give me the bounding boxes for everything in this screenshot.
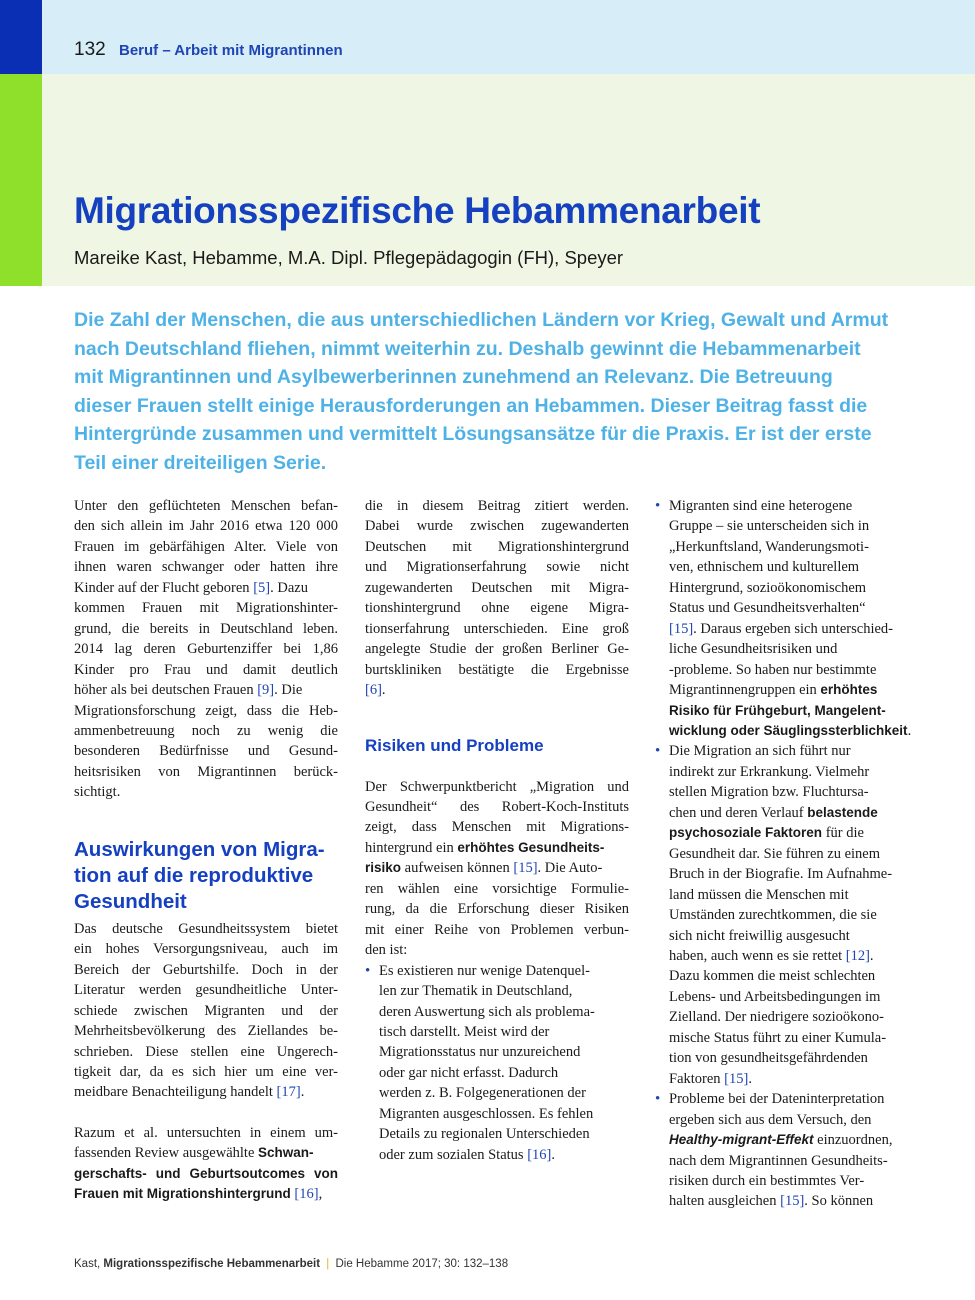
text-line: Mehrheitsbevölkerung des Ziellandes be- (74, 1023, 338, 1040)
text-line: Frauen im gebärfähigen Alter. Viele von (74, 538, 338, 555)
text-line: höher als bei deutschen Frauen [9]. Die (74, 682, 303, 699)
footer-author: Kast, (74, 1258, 104, 1270)
text-line: ihnen waren schwanger oder hatten ihre (74, 559, 338, 576)
footer-separator: | (326, 1258, 330, 1270)
text-line: gerschafts- und Geburtsoutcomes von (74, 1165, 338, 1181)
citation-link[interactable]: [12] (845, 947, 870, 964)
text-line: 2014 lag deren Geburtenziffer bei 1,86 (74, 641, 338, 658)
text-line: rung, da die Erforschung dieser Risiken (365, 901, 629, 918)
text-line: Unter den geflüchteten Menschen befan- (74, 498, 338, 514)
section-heading: Auswirkungen von Migra- tion auf die reproduktive Gesundheit (74, 837, 325, 913)
text-line: mische Status führt zu einer Kumula- (669, 1029, 887, 1046)
text-line: den ist: (365, 942, 408, 959)
text-line: Deutschen mit Migrationshintergrund (365, 538, 629, 555)
text-line: indirekt zur Erkrankung. Vielmehr (669, 763, 870, 780)
citation-link[interactable]: [5] (253, 579, 271, 596)
text-line: Der Schwerpunktbericht „Migration und (365, 778, 629, 795)
article-title: Migrationsspezifische Hebammenarbeit (74, 190, 761, 231)
text-line: haben, auch wenn es sie rettet [12]. (669, 947, 874, 964)
text-line: Bruch in der Biografie. Im Aufnahme- (669, 866, 893, 883)
text-line: psychosoziale Faktoren für die (669, 825, 864, 842)
text-line: Dabei wurde zwischen zugewanderten (365, 518, 629, 535)
citation-link[interactable]: [6] (365, 682, 382, 699)
text-line: ein hohes Versorgungsniveau, auch im (74, 941, 338, 958)
text-line: Lebens- und Arbeitsbedingungen im (669, 988, 881, 1005)
text-line: Literatur werden gesundheitliche Unter- (74, 982, 338, 999)
text-line: kommen Frauen mit Migrationshinter- (74, 600, 338, 617)
text-line: die in diesem Beitrag zitiert werden. (365, 498, 629, 514)
text-line: halten ausgleichen [15]. So können (669, 1193, 874, 1210)
text-line: ven, ethnischem und kulturellem (669, 559, 860, 576)
abstract-line: dieser Frauen stellt einige Herausforderungen an Hebammen. Dieser Beitrag fasst die (74, 394, 868, 417)
page-footer (74, 1258, 508, 1270)
abstract-line: nach Deutschland fliehen, nimmt weiterhin zu. Deshalb gewinnt die Hebammenarbeit (74, 337, 861, 360)
text-line: Gruppe – sie unterscheiden sich in (669, 518, 870, 535)
text-line: tion von gesundheitsgefährdenden (669, 1050, 868, 1067)
text-line: zugewanderten Deutschen mit Migra- (365, 579, 629, 596)
text-line: ammenbetreuung noch zu wenig die (74, 722, 338, 739)
text-line: tionshintergrund ohne eigene Migra- (365, 600, 629, 617)
paragraph (365, 777, 629, 961)
title-accent-strip (0, 74, 42, 286)
paragraph (74, 496, 338, 803)
section-label: Beruf – Arbeit mit Migrantinnen (119, 42, 343, 59)
citation-link[interactable]: [16] (294, 1186, 319, 1203)
text-line: Bereich der Geburtshilfe. Doch in der (74, 961, 338, 978)
text-line: Migrantinnengruppen ein erhöhtes (669, 682, 878, 699)
text-line: ergeben sich aus dem Versuch, den (669, 1111, 872, 1128)
author-line: Mareike Kast, Hebamme, M.A. Dipl. Pflegepädagogin (FH), Speyer (74, 247, 624, 268)
text-line: Risiko für Frühgeburt, Mangelent- (669, 702, 886, 718)
text-line: tigkeit dar, da es sich hier um eine ver- (74, 1063, 338, 1080)
section-heading: Risiken und Probleme (365, 735, 544, 755)
text-line: schrieben. Diese stellen eine Ungerech- (74, 1043, 338, 1060)
text-line: wicklung oder Säuglingssterblichkeit. (669, 722, 912, 739)
citation-link[interactable]: [16] (527, 1146, 552, 1163)
text-line: • Es existieren nur wenige Datenquel- (365, 961, 629, 981)
citation-link[interactable]: [15] (780, 1193, 805, 1210)
text-line: oder gar nicht erfasst. Dadurch (379, 1064, 559, 1081)
citation-link[interactable]: [15] (724, 1070, 749, 1087)
text-line: risiko aufweisen können [15]. Die Auto- (365, 860, 603, 877)
paragraph (74, 919, 338, 1103)
text-line: hintergrund ein erhöhtes Gesundheits- (365, 839, 605, 856)
text-line: Migrationsforschung zeigt, dass die Heb- (74, 702, 338, 719)
text-line: zeigt, dass Menschen mit Migrations- (365, 819, 629, 836)
text-line: nach dem Migrantinnen Gesundheits- (669, 1152, 888, 1169)
text-line: Details zu regionalen Unterschieden (379, 1126, 590, 1143)
text-line: grund, die bereits in Deutschland leben. (74, 620, 338, 637)
text-line: liche Gesundheitsrisiken und (669, 641, 838, 658)
text-line: deren Auswertung sich als problema- (379, 1003, 595, 1020)
abstract-line: Die Zahl der Menschen, die aus unterschiedlichen Ländern vor Krieg, Gewalt und Armut (74, 309, 889, 331)
text-line: Razum et al. untersuchten in einem um- (74, 1124, 338, 1141)
text-line: werden z. B. Folgegenerationen der (379, 1085, 586, 1102)
text-line: Dazu kommen die meist schlechten (669, 968, 876, 985)
bullet-item (655, 1089, 920, 1212)
text-line: [6]. (365, 682, 386, 699)
text-line: Gesundheit“ des Robert-Koch-Instituts (365, 798, 629, 815)
text-line: Faktoren [15]. (669, 1070, 752, 1087)
column-3 (655, 496, 920, 1212)
text-line: • Migranten sind eine heterogene (655, 496, 920, 516)
text-line: Status und Gesundheitsverhalten“ (669, 600, 866, 617)
text-line: • Probleme bei der Dateninterpretation (655, 1089, 920, 1109)
abstract-line: Teil einer dreiteiligen Serie. (74, 451, 327, 474)
text-line: oder zum sozialen Status [16]. (379, 1146, 555, 1163)
paragraph (74, 1123, 338, 1205)
text-line: besonderen Bedürfnisse und Gesund- (74, 743, 338, 760)
header-band (0, 0, 975, 74)
text-line: Gesundheit dar. Sie führen zu einem (669, 845, 880, 862)
text-line: burtskliniken bestätigte die Ergebnisse (365, 661, 629, 678)
text-line: den sich allein im Jahr 2016 etwa 120 000 (74, 518, 338, 535)
text-line: angelegte Studie der großen Berliner Ge- (365, 641, 629, 658)
citation-link[interactable]: [9] (257, 682, 275, 699)
text-line: sich nicht freiwillig ausgesucht (669, 927, 850, 944)
bullet-item (655, 741, 920, 1089)
text-line: Das deutsche Gesundheitssystem bietet (74, 920, 338, 937)
text-line: „Herkunftsland, Wanderungsmoti- (669, 538, 869, 555)
text-line: [15]. Daraus ergeben sich unterschied- (669, 620, 894, 637)
citation-link[interactable]: [15] (513, 860, 538, 877)
citation-link[interactable]: [15] (669, 620, 694, 637)
text-line: schiede zwischen Migranten und der (74, 1002, 338, 1019)
text-line: stellen Migration bzw. Fluchtursa- (669, 784, 869, 801)
text-line: chen und deren Verlauf belastende (669, 804, 878, 821)
citation-link[interactable]: [17] (276, 1084, 301, 1101)
text-line: Frauen mit Migrationshintergrund [16], (74, 1186, 323, 1203)
bullet-item (655, 496, 920, 741)
text-line: und Migrationserfahrung sowie nicht (365, 559, 629, 576)
bullet-item (365, 961, 629, 1166)
text-line: sichtigt. (74, 784, 121, 801)
text-line: Hintergrund, sozioökonomischem (669, 579, 867, 596)
abstract-line: Hintergründe zusammen und vermittelt Lösungsansätze für die Praxis. Er ist der erste (74, 423, 872, 446)
text-line: ren wählen eine vorsichtige Formulie- (365, 880, 629, 897)
text-line: Kinder pro Frau und damit deutlich (74, 661, 338, 678)
text-line: heitsrisiken von Migrantinnen berück- (74, 763, 338, 780)
column-2 (365, 496, 629, 1165)
text-line: Kinder auf der Flucht geboren [5]. Dazu (74, 579, 308, 596)
page-number: 132 (74, 39, 106, 60)
text-line: Healthy-migrant-Effekt einzuordnen, (669, 1132, 893, 1149)
text-line: Migrationsstatus nur unzureichend (379, 1044, 581, 1061)
text-line: fassenden Review ausgewählte Schwan- (74, 1145, 314, 1162)
text-line: tisch darstellt. Meist wird der (379, 1023, 550, 1040)
text-line: meidbare Benachteiligung handelt [17]. (74, 1084, 305, 1101)
text-line: • Die Migration an sich führt nur (655, 741, 920, 761)
text-line: mit einer Reihe von Problemen verbun- (365, 921, 629, 938)
text-line: Migranten ausgeschlossen. Es fehlen (379, 1105, 594, 1122)
text-line: land müssen die Menschen mit (669, 886, 849, 903)
text-line: risiken durch ein bestimmtes Ver- (669, 1172, 865, 1189)
header-accent-block (0, 0, 42, 74)
text-line: len zur Thematik in Deutschland, (379, 983, 573, 1000)
text-line: Zielland. Der niedrigere sozioökono- (669, 1009, 885, 1026)
footer-citation: Die Hebamme 2017; 30: 132–138 (335, 1258, 509, 1270)
abstract-line: mit Migrantinnen und Asylbewerberinnen zunehmend an Relevanz. Die Betreuung (74, 366, 833, 389)
text-line: tionserfahrung unterschieden. Eine groß (365, 620, 629, 637)
text-line: Umständen zurechtkommen, die sie (669, 907, 877, 924)
abstract (74, 306, 934, 478)
paragraph (365, 496, 629, 701)
column-1 (74, 496, 338, 1205)
footer-title: Migrationsspezifische Hebammenarbeit (103, 1258, 321, 1270)
text-line: -probleme. So haben nur bestimmte (669, 661, 877, 678)
